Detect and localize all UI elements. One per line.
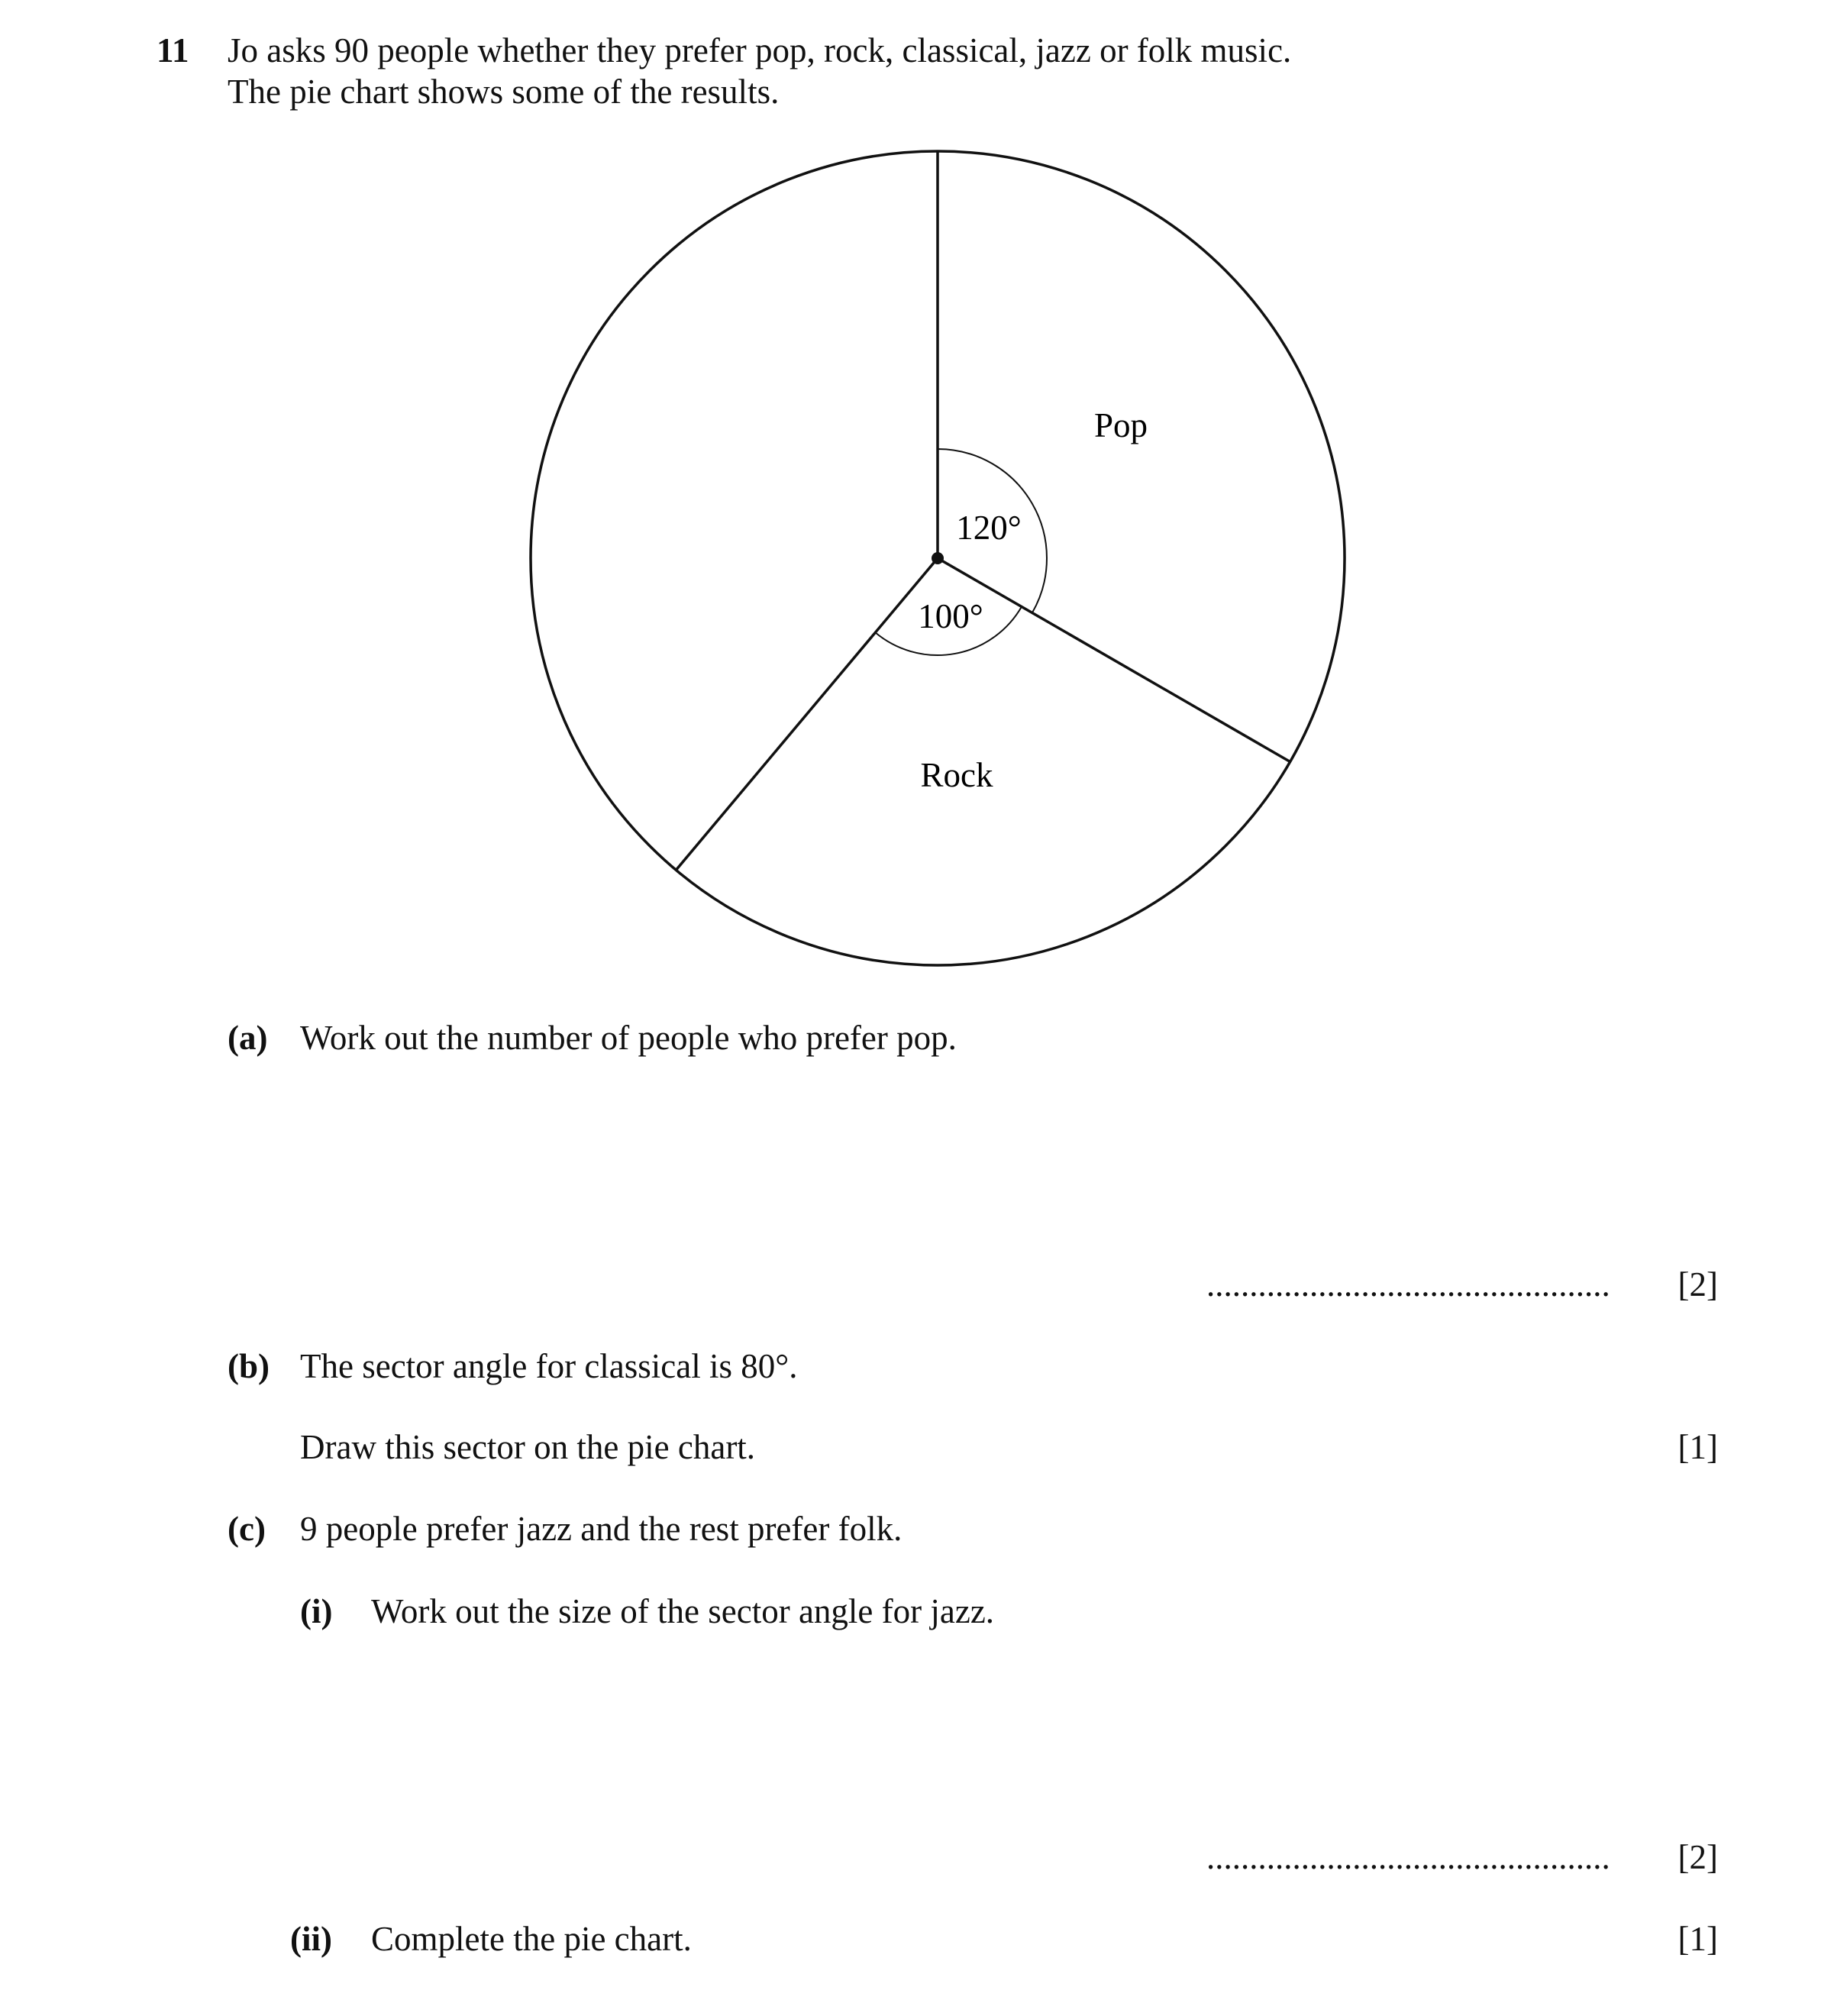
slice-label-pop: Pop bbox=[1093, 406, 1148, 444]
part-b-text: The sector angle for classical is 80°. bbox=[300, 1347, 798, 1385]
angle-label-120: 120° bbox=[956, 509, 1022, 547]
part-a-label: (a) bbox=[228, 1019, 268, 1057]
part-b-label: (b) bbox=[228, 1347, 270, 1385]
part-a-text: Work out the number of people who prefer pop. bbox=[300, 1019, 957, 1057]
part-c-i-marks: [2] bbox=[1677, 1838, 1718, 1876]
part-c-i-label: (i) bbox=[300, 1592, 333, 1630]
part-c-i-answer-line[interactable]: ............................................... bbox=[1206, 1838, 1610, 1876]
slice-label-rock: Rock bbox=[920, 756, 993, 794]
question-number: 11 bbox=[157, 31, 189, 69]
pie-radius-1 bbox=[938, 558, 1290, 762]
part-b-marks: [1] bbox=[1677, 1428, 1718, 1466]
pie-centre-dot bbox=[932, 552, 944, 564]
part-c-i-text: Work out the size of the sector angle for jazz. bbox=[371, 1592, 995, 1630]
part-c-ii-label: (ii) bbox=[290, 1920, 332, 1958]
part-c-label: (c) bbox=[228, 1510, 266, 1548]
part-b-instruction: Draw this sector on the pie chart. bbox=[300, 1428, 756, 1466]
part-c-ii-marks: [1] bbox=[1677, 1920, 1718, 1958]
part-c-text: 9 people prefer jazz and the rest prefer folk. bbox=[300, 1510, 903, 1548]
part-a-answer-line[interactable]: ............................................... bbox=[1206, 1265, 1610, 1304]
part-a-marks: [2] bbox=[1677, 1265, 1718, 1304]
question-intro-line-1: Jo asks 90 people whether they prefer pop, rock, classical, jazz or folk music. bbox=[228, 31, 1292, 69]
question-intro-line-2: The pie chart shows some of the results. bbox=[228, 73, 780, 111]
pie-radius-2 bbox=[676, 558, 938, 870]
part-c-ii-text: Complete the pie chart. bbox=[371, 1920, 692, 1958]
angle-label-100: 100° bbox=[918, 597, 983, 635]
